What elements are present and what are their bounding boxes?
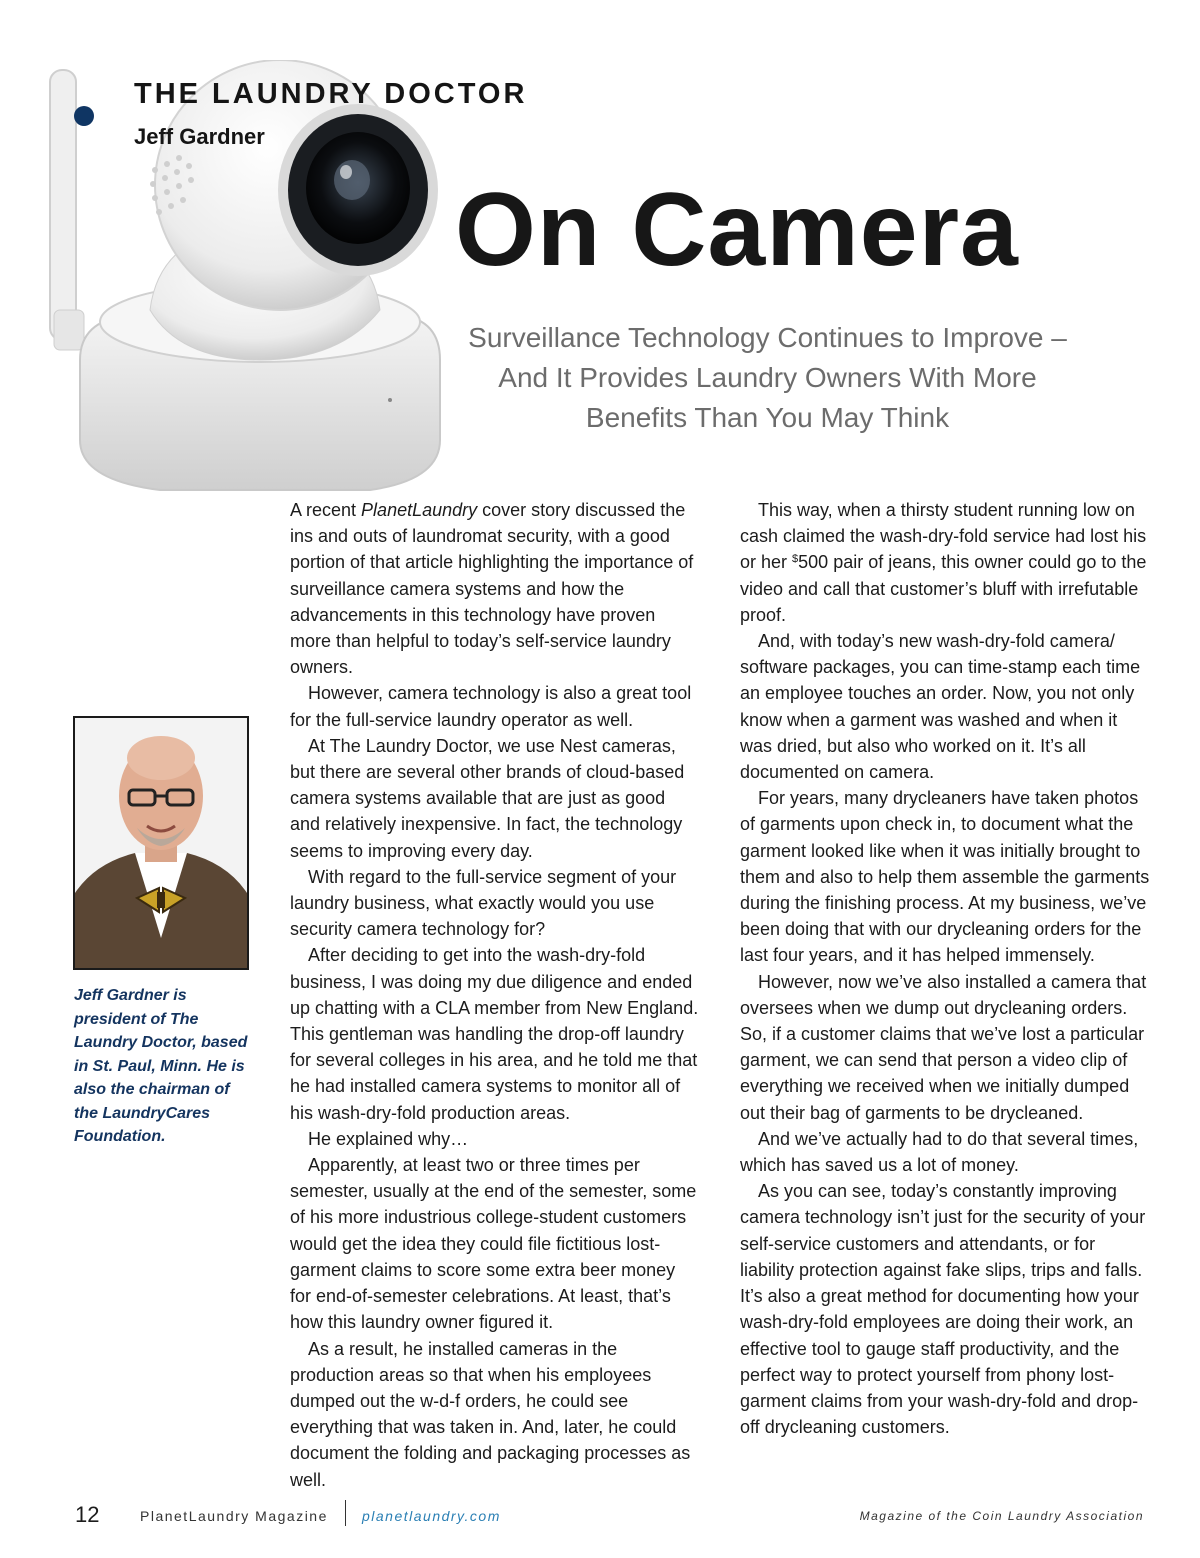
section-title: THE LAUNDRY DOCTOR — [134, 78, 528, 110]
author-bio: Jeff Gardner is president of The Laundry Doctor, based in St. Paul, Minn. He is also the chairman of the LaundryCares Foundation. — [74, 987, 248, 1145]
article-headline: On Camera — [455, 172, 1019, 288]
paragraph: For years, many drycleaners have taken photos of garments upon check in, to document what the garment looked like when it was initially brought to them and also to help them assemble the garments during the finishing process. At my business, we’ve been doing that with our drycleaning orders for the last four years, and it has helped immensely. — [740, 788, 1150, 966]
article-column-right — [740, 497, 1150, 1440]
paragraph: And we’ve actually had to do that several times, which has saved us a lot of money. — [740, 1128, 1139, 1176]
author-byline: Jeff Gardner — [134, 124, 265, 149]
paragraph: As you can see, today’s constantly improving camera technology isn’t just for the security of your self-service customers and attendants, or for liability protection against fake slips, trips and falls. It’s also a great method for documenting how your wash-dry-fold employees are doing their work, an effective tool to gauge staff productivity, and the perfect way to protect yourself from phony lost-garment claims from your wash-dry-fold and drop-off drycleaning customers. — [740, 1181, 1146, 1438]
page-number: 12 — [75, 1502, 100, 1527]
footer-divider — [345, 1500, 346, 1526]
paragraph: A recent PlanetLaundry cover story discussed the ins and outs of laundromat security, with a good portion of that article highlighting the importance of surveillance camera systems and how the advancements in this technology have proven more than helpful to today’s self-service laundry owners. — [290, 500, 694, 678]
paragraph: With regard to the full-service segment of your laundry business, what exactly would you use security camera technology for? — [290, 866, 677, 940]
paragraph: This way, when a thirsty student running low on cash claimed the wash-dry-fold service had lost his or her $500 pair of jeans, this owner could go to the video and call that customer’s bluff with irrefutable proof. — [740, 500, 1147, 625]
paragraph: And, with today’s new wash-dry-fold camera/ software packages, you can time-stamp each time an employee touches an order. Now, you not only know when a garment was washed and when it was dried, but also who worked on it. It’s all documented on camera. — [740, 631, 1141, 783]
paragraph: After deciding to get into the wash-dry-fold business, I was doing my due diligence and ended up chatting with a CLA member from New England. This gentleman was handling the drop-off laundry for several colleges in his area, and he told me that he had installed camera systems to monitor all of his wash-dry-fold production areas. — [290, 945, 699, 1123]
article-column-left — [290, 497, 700, 1493]
footer-tagline: Magazine of the Coin Laundry Association — [859, 1509, 1144, 1523]
footer-url-link[interactable]: planetlaundry.com — [362, 1508, 501, 1524]
paragraph: As a result, he installed cameras in the production areas so that when his employees dumped out the w-d-f orders, he could see everything that was taken in. And, later, he could document the folding and packaging processes as well. — [290, 1338, 691, 1490]
author-portrait — [73, 716, 249, 970]
paragraph: Apparently, at least two or three times per semester, usually at the end of the semester, some of his more industrious college-student customers would get the idea they could file fictitious lost-garment claims to score some extra beer money for end-of-semester celebrations. At least, that’s how this laundry owner figured it. — [290, 1155, 697, 1333]
paragraph: At The Laundry Doctor, we use Nest cameras, but there are several other brands of cloud-based camera systems available that are just as good and relatively inexpensive. In fact, the technology seems to improving every day. — [290, 735, 685, 861]
section-bullet — [74, 106, 94, 126]
paragraph: However, now we’ve also installed a camera that oversees when we dump out drycleaning orders. So, if a customer claims that we’ve lost a particular garment, we can send that person a video clip of everything we received when we initially dumped out their bag of garments to be drycleaned. — [740, 971, 1147, 1123]
footer-magazine-name: PlanetLaundry Magazine — [140, 1508, 328, 1524]
publication-name: PlanetLaundry — [361, 500, 478, 520]
paragraph: However, camera technology is also a great tool for the full-service laundry operator as well. — [290, 683, 692, 730]
paragraph: He explained why… — [308, 1128, 469, 1149]
article-deck: Surveillance Technology Continues to Improve – And It Provides Laundry Owners With More Benefits Than You May Think — [468, 322, 1067, 433]
dollar-sign: $ — [792, 553, 799, 566]
